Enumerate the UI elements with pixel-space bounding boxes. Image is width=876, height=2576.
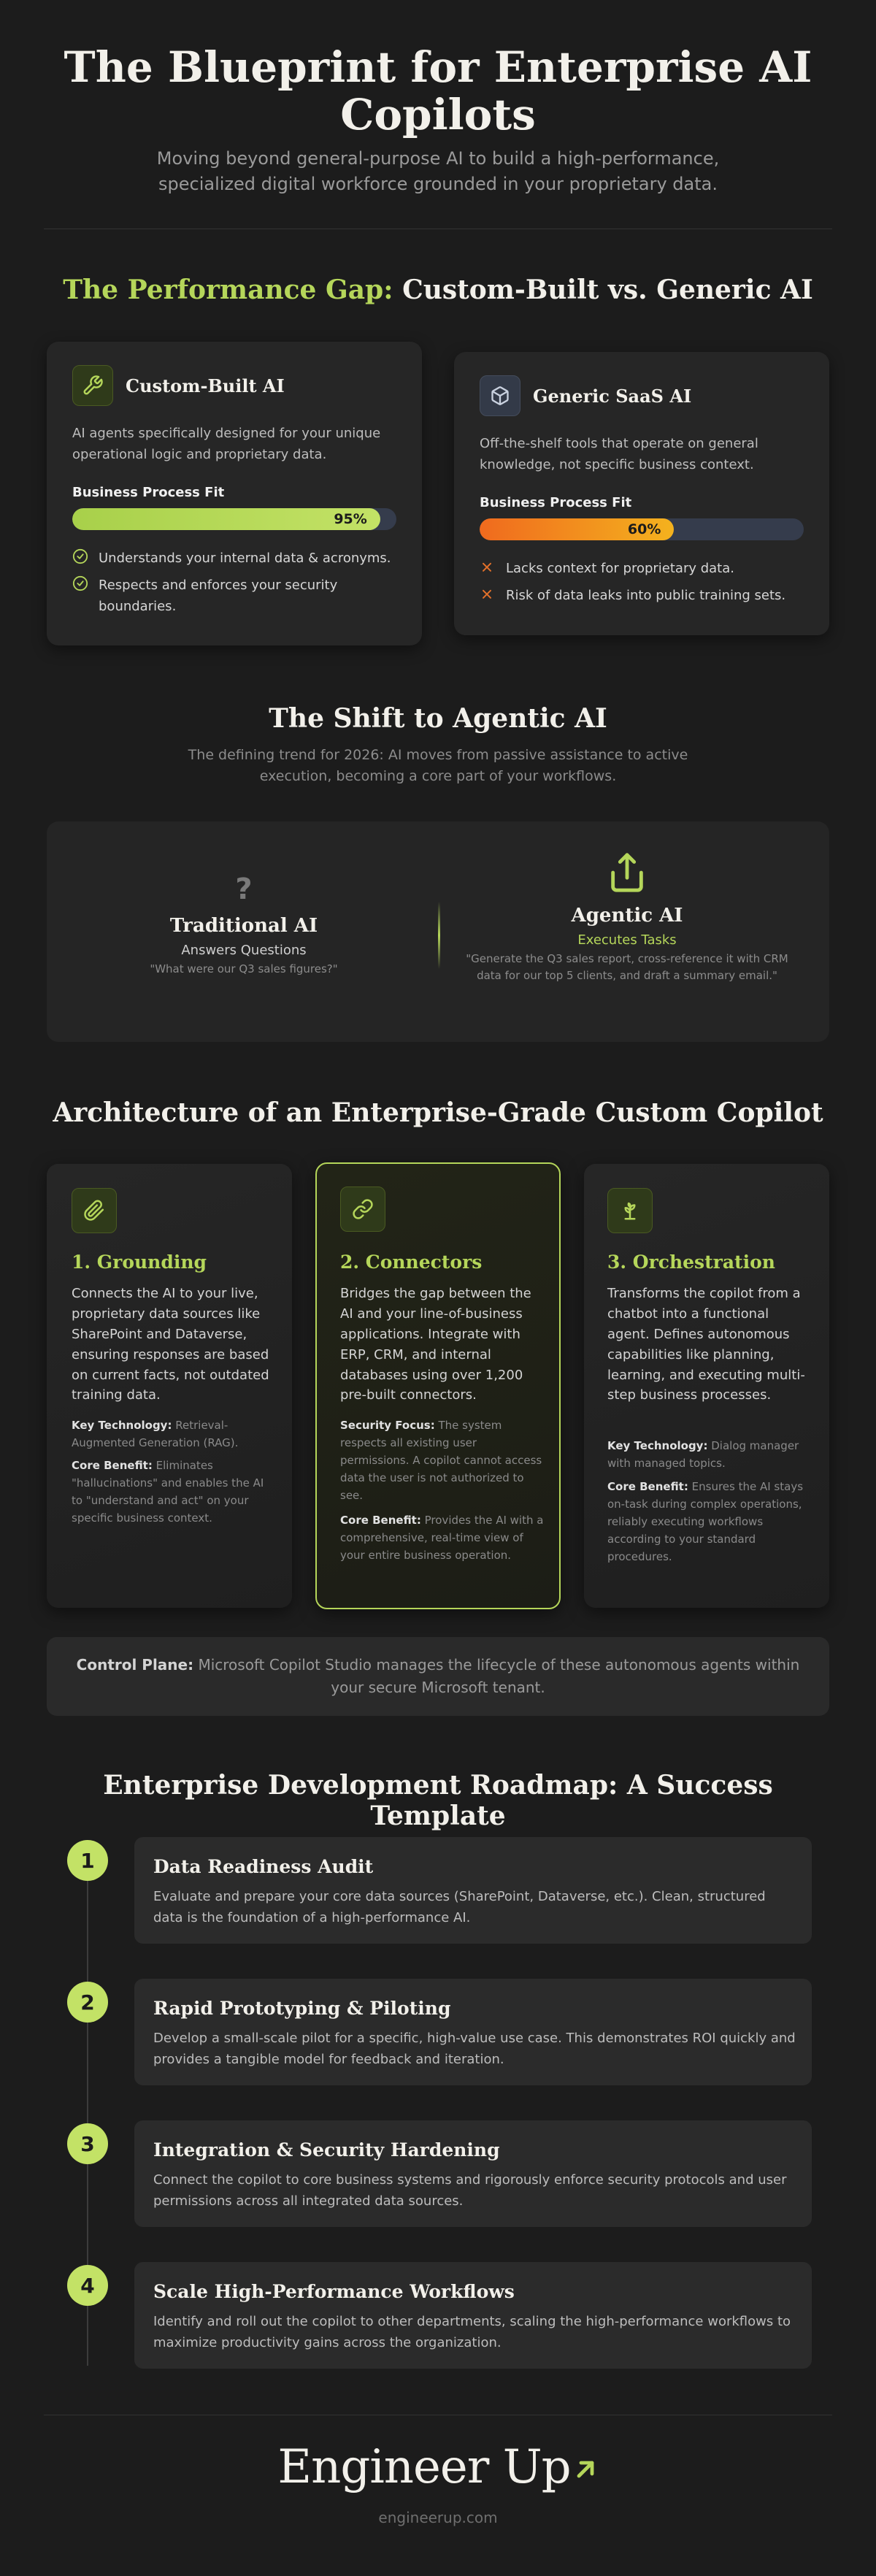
orchestration-card: [584, 1164, 829, 1608]
agentic-ai: [463, 849, 791, 984]
connectors-title: 2. Connectors: [340, 1251, 483, 1273]
step-description: Connect the copilot to core business systems and rigorously enforce security protocols and user permissions across all integrated data sources.: [153, 2172, 787, 2209]
step-number: 3: [67, 2123, 108, 2164]
step-description: Evaluate and prepare your core data sources (SharePoint, Dataverse, etc.). Clean, structured data is the foundation of a high-performance AI.: [153, 1889, 766, 1925]
connectors-security-focus: Security Focus: The system respects all existing user permissions. A copilot cannot access data the user is not authorized to see.: [340, 1419, 542, 1502]
fit-label: Business Process Fit: [480, 495, 632, 510]
page-title: The Blueprint for Enterprise AI Copilots: [64, 42, 812, 139]
question-icon: ?: [235, 873, 253, 906]
brand-url[interactable]: engineerup.com: [378, 2509, 498, 2526]
arrow-up-right-icon: [572, 2440, 599, 2494]
wrench-icon: [72, 365, 113, 406]
orchestration-description: Transforms the copilot from a chatbot into a functional agent. Defines autonomous capabilities like planning, learning, and executing multi-step business processes.: [607, 1286, 805, 1403]
connectors-description: Bridges the gap between the AI and your line-of-business applications. Integrate with ERP, CRM, and internal databases using over 1,200 pre-built connectors.: [340, 1286, 531, 1403]
traditional-ai-role: Answers Questions: [181, 943, 307, 958]
generic-point: Risk of data leaks into public training sets.: [480, 586, 808, 609]
connectors-core-benefit: Core Benefit: Provides the AI with a comprehensive, real-time view of your entire business operation.: [340, 1514, 544, 1562]
check-circle-icon: [72, 548, 99, 572]
generic-ai-title: Generic SaaS AI: [533, 386, 692, 407]
generic-fit-bar-fill: [480, 518, 674, 540]
grounding-card: [47, 1164, 292, 1608]
orchestration-core-benefit: Core Benefit: Ensures the AI stays on-task during complex operations, reliably executing workflows according to your standard procedures.: [607, 1480, 804, 1563]
grounding-title: 1. Grounding: [72, 1251, 207, 1273]
step-number: 1: [67, 1840, 108, 1881]
traditional-ai-title: Traditional AI: [169, 915, 318, 937]
roadmap-step: [134, 2262, 812, 2369]
step-description: Identify and roll out the copilot to other departments, scaling the high-performance workflows to maximize productivity gains across the organization.: [153, 2314, 791, 2350]
traditional-ai: [47, 873, 441, 978]
custom-fit-bar: [72, 508, 396, 530]
grounding-key-technology: Key Technology: Retrieval-Augmented Generation (RAG).: [72, 1419, 239, 1449]
generic-fit-bar: [480, 518, 804, 540]
agentic-ai-role: Executes Tasks: [577, 932, 677, 948]
custom-ai-card: [47, 342, 422, 645]
brand-logo: [0, 2440, 876, 2494]
custom-point: Respects and enforces your security boundaries.: [72, 575, 393, 618]
grounding-core-benefit: Core Benefit: Eliminates "hallucinations" and enables the AI to "understand and act" on your specific business context.: [72, 1459, 264, 1525]
generic-fit-value: 60%: [627, 521, 661, 537]
control-plane-text: Microsoft Copilot Studio manages the lifecycle of these autonomous agents within your secure Microsoft tenant.: [198, 1656, 800, 1696]
link-icon: [340, 1187, 385, 1232]
roadmap-step: [134, 2120, 812, 2227]
connectors-card: [315, 1162, 561, 1609]
roadmap-step: [134, 1837, 812, 1944]
step-title: Rapid Prototyping & Piloting: [153, 1998, 451, 2019]
custom-ai-description: AI agents specifically designed for your unique operational logic and proprietary data.: [72, 426, 381, 462]
agentic-shift-title: The Shift to Agentic AI: [269, 703, 607, 734]
cross-icon: [480, 586, 506, 609]
roadmap-title: Enterprise Development Roadmap: A Success Template: [103, 1770, 773, 1831]
control-plane-label: Control Plane:: [76, 1656, 194, 1674]
grounding-description: Connects the AI to your live, proprietary data sources like SharePoint and Dataverse, ensuring responses are based on current facts, not outdated training data.: [72, 1286, 269, 1403]
generic-ai-description: Off-the-shelf tools that operate on general knowledge, not specific business context.: [480, 436, 758, 472]
step-number: 4: [67, 2265, 108, 2306]
page-subtitle: Moving beyond general-purpose AI to build a high-performance, specialized digital workforce grounded in your proprietary data.: [156, 148, 720, 194]
traditional-ai-example: "What were our Q3 sales figures?": [150, 962, 338, 975]
step-title: Integration & Security Hardening: [153, 2139, 500, 2161]
custom-fit-bar-fill: [72, 508, 380, 530]
divider: [438, 902, 440, 969]
performance-gap-title-accent: The Performance Gap:: [63, 275, 393, 305]
brand-name: Engineer Up: [277, 2440, 571, 2494]
orchestration-title: 3. Orchestration: [607, 1251, 775, 1273]
generic-ai-card: [454, 352, 829, 635]
custom-fit-value: 95%: [334, 511, 367, 527]
cross-icon: [480, 559, 506, 582]
step-title: Data Readiness Audit: [153, 1856, 374, 1877]
agentic-shift-subtitle: The defining trend for 2026: AI moves from passive assistance to active execution, becoming a core part of your workflows.: [188, 747, 688, 784]
check-circle-icon: [72, 575, 99, 618]
step-number: 2: [67, 1982, 108, 2023]
agentic-ai-example: "Generate the Q3 sales report, cross-reference it with CRM data for our top 5 clients, and draft a summary email.": [466, 952, 788, 982]
share-upload-icon: [463, 849, 791, 902]
performance-gap-title-rest: Custom-Built vs. Generic AI: [402, 275, 813, 305]
custom-point: Understands your internal data & acronyms.: [72, 548, 401, 572]
architecture-title: Architecture of an Enterprise-Grade Custom Copilot: [53, 1097, 823, 1128]
fit-label: Business Process Fit: [72, 485, 225, 500]
generic-point: Lacks context for proprietary data.: [480, 559, 808, 582]
cube-icon: [480, 375, 520, 416]
custom-ai-title: Custom-Built AI: [126, 375, 285, 396]
roadmap-step: [134, 1979, 812, 2085]
sprout-icon: [607, 1188, 653, 1233]
performance-gap-title: [44, 275, 832, 305]
agentic-ai-title: Agentic AI: [571, 905, 683, 927]
step-title: Scale High-Performance Workflows: [153, 2281, 515, 2302]
paperclip-icon: [72, 1188, 117, 1233]
control-plane-note: [47, 1637, 829, 1716]
agentic-comparison-panel: [47, 821, 829, 1042]
orchestration-key-technology: Key Technology: Dialog manager with managed topics.: [607, 1439, 799, 1470]
step-description: Develop a small-scale pilot for a specific, high-value use case. This demonstrates ROI quickly and provides a tangible model for feedback and iteration.: [153, 2031, 796, 2067]
